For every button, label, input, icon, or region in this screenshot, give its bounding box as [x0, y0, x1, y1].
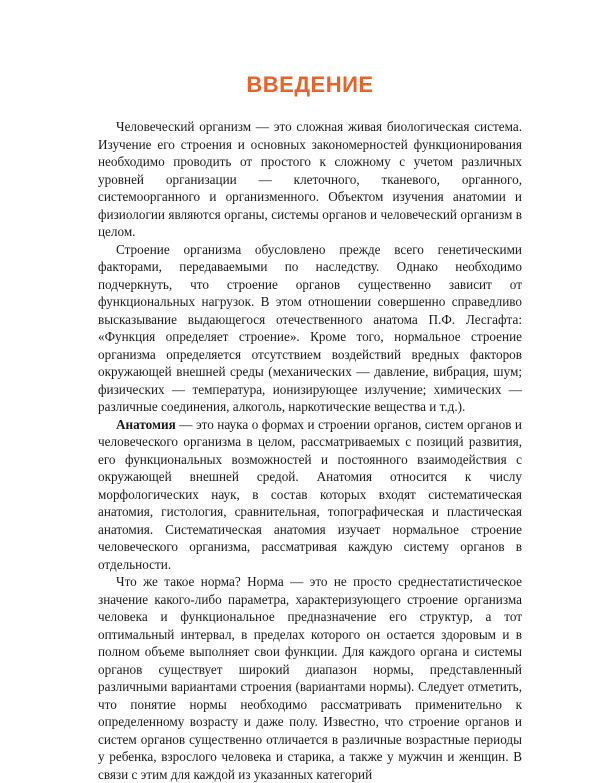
chapter-title: ВВЕДЕНИЕ: [246, 72, 374, 97]
paragraph-intro: [98, 118, 522, 241]
paragraph-norm: [98, 573, 522, 783]
paragraph-text: — это наука о формах и строении органов, систем органов и человеческого организма в целом, рассматриваемых с позиций развития, его функциональных возможностей и постоянного взаимодействия с окружающей внешней средой. Анатомия относится к числу морфологических наук, в состав которых входят систематическая анатомия, гистология, сравнительная, топографическая и пластическая анатомия. Систематическая анатомия изучает нормальное строение человеческого организма, рассматривая каждую систему органов в отдельности.: [98, 416, 522, 572]
paragraph-anatomy: [98, 416, 522, 574]
document-page: [98, 72, 522, 783]
paragraph-text: Что же такое норма? Норма — это не просто среднестатистическое значение какого-либо параметра, характеризующего строение организма человека и функциональное предназначение его структур, а тот оптимальный интервал, в пределах которого он остается здоровым и в полном объеме выполняет свои функции. Для каждого органа и системы органов существует широкий диапазон нормы, представленный различными вариантами строения (вариантами нормы). Следует отметить, что понятие нормы необходимо рассматривать применительно к определенному возрасту и даже полу. Известно, что строение органов и систем органов существенно отличается в различные возрастные периоды у ребенка, взрослого человека и старика, а также у мужчин и женщин. В связи с этим для каждой из указанных категорий: [98, 574, 522, 782]
term-anatomy: Анатомия: [116, 416, 176, 432]
paragraph-structure: [98, 241, 522, 416]
paragraph-text: Человеческий организм — это сложная живая биологическая система. Изучение его строения и основных закономерностей функционирования необходимо проводить от простого к сложному с учетом различных уровней организации — клеточного, тканевого, органного, системоорганного и организменного. Объектом изучения анатомии и физиологии являются органы, системы органов и человеческий организм в целом.: [98, 119, 522, 239]
paragraph-text: Строение организма обусловлено прежде всего генетическими факторами, передаваемыми по наследству. Однако необходимо подчеркнуть, что строение органов существенно зависит от функциональных нагрузок. В этом отношении совершенно справедливо высказывание выдающегося отечественного анатома П.Ф. Лесгафта: «Функция определяет строение». Кроме того, нормальное строение организма определяется отсутствием воздействий вредных факторов окружающей внешней среды (механических — давление, вибрация, шум; физических — температура, ионизирующее излучение; химических — различные соединения, алкоголь, наркотические вещества и т.д.).: [98, 241, 522, 414]
